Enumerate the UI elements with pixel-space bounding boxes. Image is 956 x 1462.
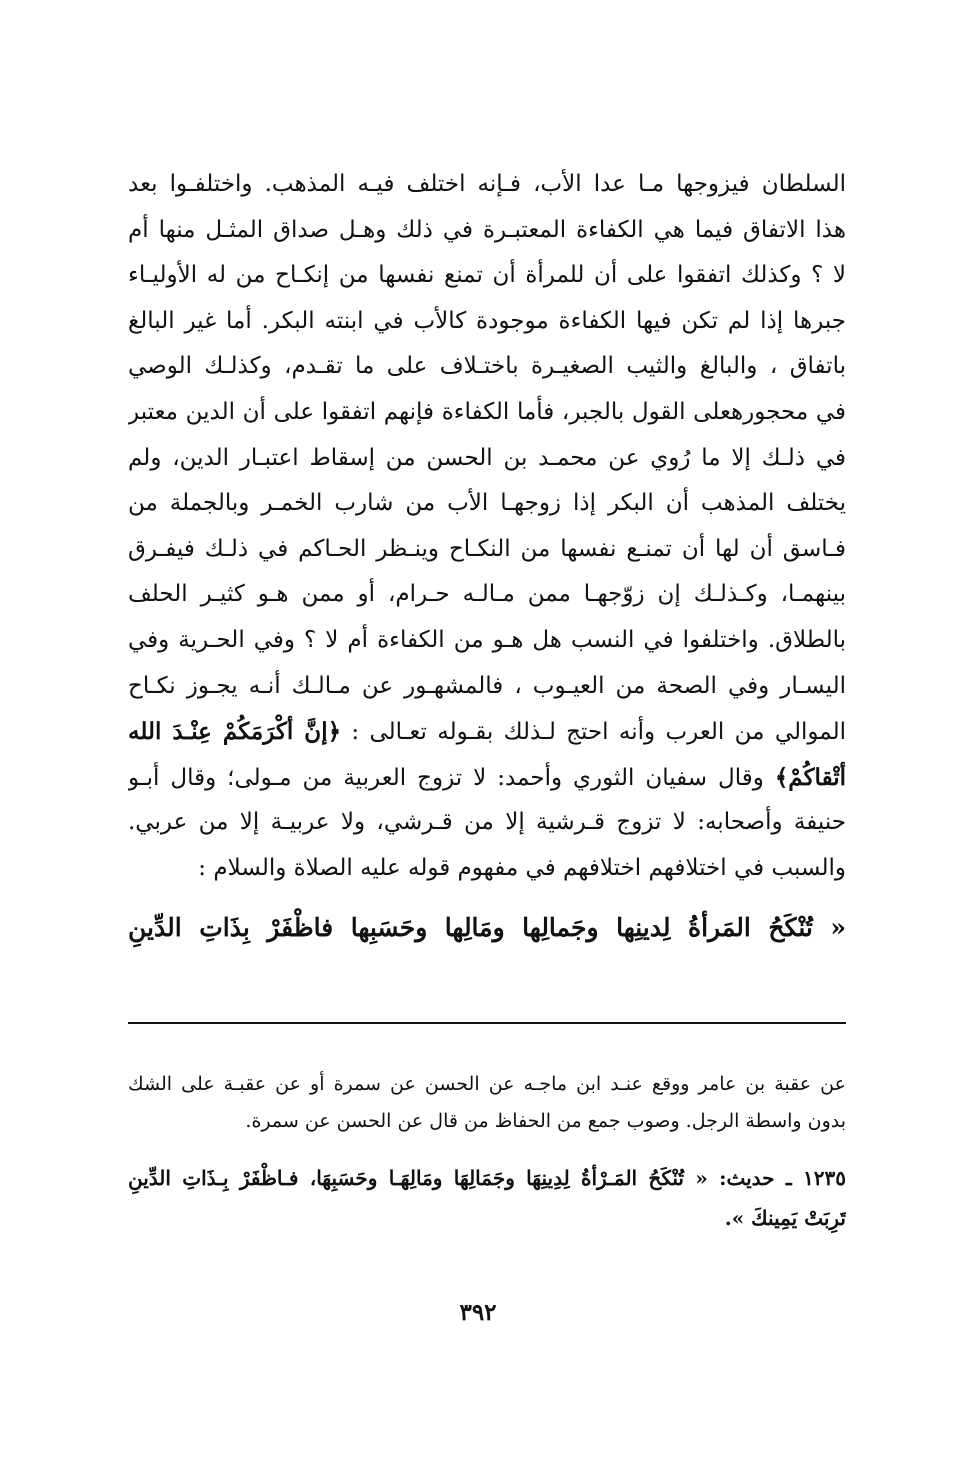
text-line-quran-start (128, 709, 846, 755)
text-line: فـاسق أن لها أن تمنـع نفسها من النكـاح وينـظر الحـاكم في ذلـك فيفـرق (128, 535, 846, 562)
text-line: بالطلاق. واختلفوا في النسب هل هـو من الكفاءة أم لا ؟ وفي الحـرية وفي (128, 626, 846, 653)
text-line: يختلف المذهب أن البكر إذا زوجهـا الأب من شارب الخمـر وبالجملة من (128, 490, 846, 517)
quran-verse-start: ﴿إنَّ أكْرَمَكُمْ عِنْـدَ الله (128, 718, 342, 746)
text-line: لا ؟ وكذلك اتفقوا على أن للمرأة أن تمنع نفسها من إنكـاح من له الأوليـاء (128, 262, 846, 289)
footnote-hadith-line: ١٢٣٥ ـ حديث: « تُنْكَحُ المَـرْأةُ لِدِينِهَا وجَمَالِهَا ومَالِهَـا وحَسَبِهَا، فـاظْفَرْ بِـذَاتِ الدِّينِ (128, 1166, 846, 1190)
footnote-line: بدون واسطة الرجل. وصوب جمع من الحفاظ من قال عن الحسن عن سمرة. (245, 1110, 846, 1132)
text-line: حنيفة وأصحابه: لا تزوج قـرشية إلا من قـرشي، ولا عربيـة إلا من عربي. (128, 809, 846, 836)
text-line: السلطان فيزوجها مـا عدا الأب، فـإنه اختلف فيـه المذهب. واختلفـوا بعد (128, 171, 846, 197)
text-line: والسبب في اختلافهم اختلافهم في مفهوم قوله عليه الصلاة والسلام : (198, 854, 846, 881)
footnote-line: عن عقبة بن عامر ووقع عنـد ابن ماجـه عن الحسن عن سمرة أو عن عقبـة على الشك (128, 1073, 846, 1095)
main-text (128, 162, 846, 954)
text-line: جبرها إذا لم تكن فيها الكفاءة موجودة كالأب في ابنته البكر. أما غير البالغ (128, 307, 846, 334)
text-line: في محجورهعلى القول بالجبر، فأما الكفاءة فإنهم اتفقوا على أن الدين معتبر (128, 398, 846, 425)
text-line: اليسـار وفي الصحة من العيـوب ، فالمشهـور عن مـالـك أنـه يجـوز نكـاح (128, 672, 846, 699)
page-number: ٣٩٢ (459, 1299, 497, 1326)
footnote-spacer (128, 1140, 846, 1158)
footnote-hadith-line: تَرِبَتْ يَمِينكَ ». (724, 1206, 846, 1230)
text-segment: الموالي من العرب وأنه احتج لـذلك بقـوله تعـالى : (341, 719, 846, 746)
quran-verse-end: أتْقاكُمْ﴾ (774, 763, 846, 791)
text-segment: وقال سفيان الثوري وأحمد: لا تزوج العربية من مـولى؛ وقال أبـو (128, 764, 775, 791)
text-line: باتفاق ، والبالغ والثيب الصغيـرة باختـلاف على ما تقـدم، وكذلـك الوصي (128, 353, 846, 380)
text-line: هذا الاتفاق فيما هي الكفاءة المعتبـرة في ذلك وهـل صداق المثـل منها أم (128, 216, 846, 243)
text-line: في ذلـك إلا ما رُوي عن محمـد بن الحسن من إسقاط اعتبـار الدين، ولم (128, 444, 846, 471)
text-line: بينهمـا، وكـذلـك إن زوّجهـا ممن مـالـه حـرام، أو ممن هـو كثيـر الحلف (128, 581, 846, 608)
footnotes (128, 1066, 846, 1238)
text-line-quran-end (128, 755, 846, 801)
footnote-divider (128, 1022, 846, 1024)
hadith-quote: « تُنْكَحُ المَرأةُ لِدينِها وجَمالِها ومَالِها وحَسَبِها فاظْفَرْ بِذَاتِ الدِّينِ (128, 912, 846, 942)
